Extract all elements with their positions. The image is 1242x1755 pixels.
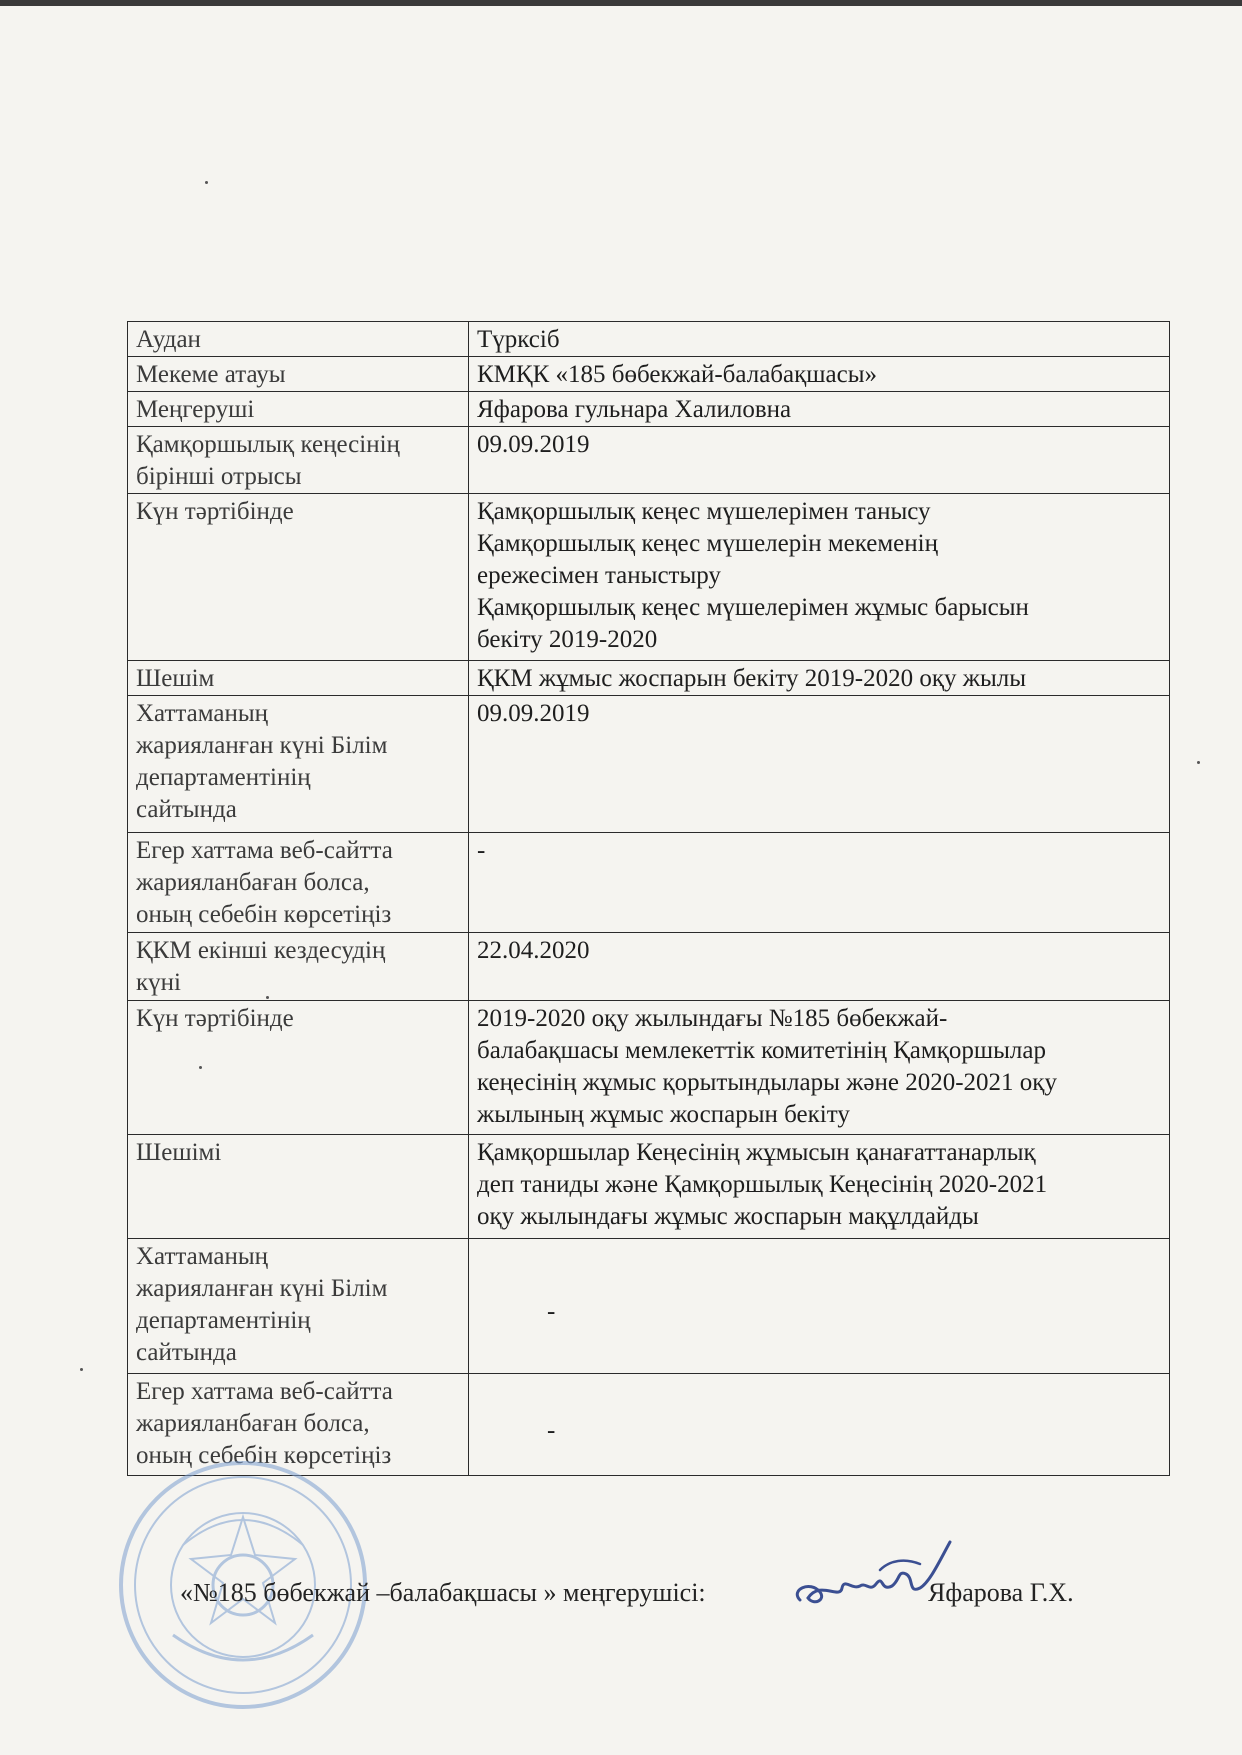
value-line: ережесімен таныстыру	[477, 562, 721, 589]
table-row	[128, 322, 1170, 357]
table-row	[128, 1239, 1170, 1374]
table-row	[128, 494, 1170, 661]
label-line: Меңгеруші	[136, 396, 255, 423]
table-row	[128, 833, 1170, 933]
value-line: ҚКМ жұмыс жоспарын бекіту 2019-2020 оқу жылы	[477, 665, 1027, 692]
row-label-agenda-2	[128, 1001, 469, 1135]
scan-speck	[80, 1368, 83, 1371]
scan-speck	[1197, 761, 1200, 764]
label-line: Мекеме атауы	[136, 361, 286, 388]
value-line: 2019-2020 оқу жылындағы №185 бөбекжай-	[477, 1005, 948, 1032]
head-name-label: Яфарова Г.Х.	[928, 1578, 1074, 1607]
table-row	[128, 1135, 1170, 1239]
value-line: 09.09.2019	[477, 700, 590, 727]
label-line: оның себебін көрсетіңіз	[136, 901, 392, 928]
value-line: Қамқоршылық кеңес мүшелерін мекеменің	[477, 530, 938, 557]
row-label-first-meeting	[128, 427, 469, 494]
value-line: Қамқоршылар Кеңесінің жұмысын қанағаттанарлық	[477, 1139, 1036, 1166]
row-value-second-meeting	[469, 933, 1170, 1001]
label-line: Күн тәртібінде	[136, 498, 294, 525]
label-line: оның себебін көрсетіңіз	[136, 1442, 392, 1469]
value-line: 22.04.2020	[477, 937, 590, 964]
row-value-head	[469, 392, 1170, 427]
label-line: Қамқоршылық кеңесінің	[136, 431, 400, 458]
value-line: Қамқоршылық кеңес мүшелерімен танысу	[477, 498, 931, 525]
table-row	[128, 357, 1170, 392]
row-label-publication-date-2	[128, 1239, 469, 1374]
row-label-decision-2	[128, 1135, 469, 1239]
label-line: сайтында	[136, 1339, 237, 1366]
row-label-not-published-reason-1	[128, 833, 469, 933]
label-line: күні	[136, 969, 181, 996]
scan-speck	[199, 1066, 202, 1069]
row-label-publication-date-1	[128, 696, 469, 833]
value-line: -	[547, 1416, 556, 1444]
label-line: департаментінің	[136, 764, 311, 791]
label-line: Егер хаттама веб-сайтта	[136, 837, 393, 864]
council-info-table	[127, 321, 1170, 1476]
row-value-district	[469, 322, 1170, 357]
value-line: кеңесінің жұмыс қорытындылары және 2020-2021 оқу	[477, 1069, 1057, 1096]
label-line: департаментінің	[136, 1307, 311, 1334]
row-label-agenda-1	[128, 494, 469, 661]
row-value-decision-2	[469, 1135, 1170, 1239]
value-line: -	[477, 837, 486, 864]
label-line: Күн тәртібінде	[136, 1005, 294, 1032]
table-row	[128, 1001, 1170, 1135]
value-line: бекіту 2019-2020	[477, 626, 658, 653]
label-line: жарияланбаған болса,	[136, 869, 370, 896]
row-value-publication-date-2	[469, 1239, 1170, 1374]
value-line: Қамқоршылық кеңес мүшелерімен жұмыс барысын	[477, 594, 1029, 621]
row-value-decision-1	[469, 661, 1170, 696]
label-line: Аудан	[136, 326, 201, 353]
scan-speck	[266, 996, 269, 999]
row-value-agenda-1	[469, 494, 1170, 661]
table-row	[128, 933, 1170, 1001]
row-value-publication-date-1	[469, 696, 1170, 833]
value-line: оқу жылындағы жұмыс жоспарын мақұлдайды	[477, 1203, 979, 1230]
label-line: ҚКМ екінші кездесудің	[136, 937, 386, 964]
table-row	[128, 392, 1170, 427]
head-title-label: «№185 бөбекжай –балабақшасы » меңгерушісі:	[180, 1578, 706, 1607]
row-value-first-meeting	[469, 427, 1170, 494]
label-line: жарияланған күні Білім	[136, 732, 388, 759]
table-row	[128, 696, 1170, 833]
value-line: деп таниды және Қамқоршылық Кеңесінің 2020-2021	[477, 1171, 1048, 1198]
row-label-institution	[128, 357, 469, 392]
label-line: жарияланған күні Білім	[136, 1275, 388, 1302]
table-row	[128, 661, 1170, 696]
row-label-head	[128, 392, 469, 427]
value-line: 09.09.2019	[477, 431, 590, 458]
row-value-agenda-2	[469, 1001, 1170, 1135]
row-label-district	[128, 322, 469, 357]
label-line: Хаттаманың	[136, 1243, 269, 1270]
value-line: балабақшасы мемлекеттік комитетінің Қамқоршылар	[477, 1037, 1046, 1064]
value-line: КМҚК «185 бөбекжай-балабақшасы»	[477, 361, 877, 388]
value-line: жылының жұмыс жоспарын бекіту	[477, 1101, 850, 1128]
value-line: -	[547, 1298, 556, 1325]
row-value-not-published-reason-1	[469, 833, 1170, 933]
label-line: жарияланбаған болса,	[136, 1410, 370, 1437]
label-line: Хаттаманың	[136, 700, 269, 727]
value-line: Яфарова гульнара Халиловна	[477, 396, 792, 423]
label-line: бірінші отрысы	[136, 463, 302, 490]
label-line: Егер хаттама веб-сайтта	[136, 1378, 393, 1405]
label-line: Шешімі	[136, 1139, 222, 1166]
label-line: Шешім	[136, 665, 215, 692]
row-value-not-published-reason-2	[469, 1374, 1170, 1476]
row-value-institution	[469, 357, 1170, 392]
table-row	[128, 427, 1170, 494]
row-label-second-meeting	[128, 933, 469, 1001]
value-line: Түрксіб	[477, 326, 560, 353]
label-line: сайтында	[136, 796, 237, 823]
row-label-decision-1	[128, 661, 469, 696]
scan-speck	[205, 181, 208, 184]
